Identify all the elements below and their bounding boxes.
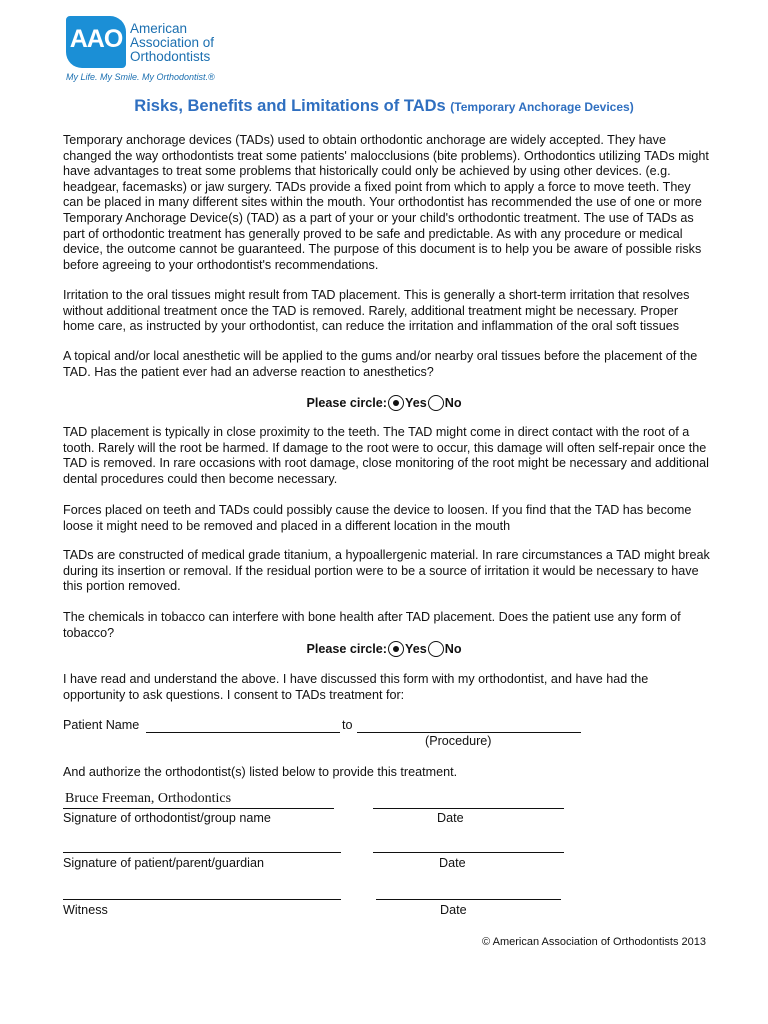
aao-logo — [66, 14, 226, 84]
to-label: to — [342, 718, 353, 732]
witness-label: Witness — [63, 903, 108, 917]
procedure-caption: (Procedure) — [425, 734, 492, 748]
orthodontist-signature-field[interactable] — [63, 808, 334, 809]
no-radio[interactable] — [428, 641, 444, 657]
date-label: Date — [439, 856, 466, 870]
witness-date-field[interactable] — [376, 899, 561, 900]
logo-name-line: Orthodontists — [130, 49, 211, 64]
tobacco-paragraph: The chemicals in tobacco can interfere with bone health after TAD placement. Does the patient use any form of tobacco? — [63, 610, 681, 640]
logo-name-line: American — [130, 21, 188, 36]
anesthetic-paragraph: A topical and/or local anesthetic will be applied to the gums and/or nearby oral tissues before the placement of the TAD. Has the patient ever had an adverse reaction to anesthetics? — [63, 349, 698, 379]
placement-paragraph: TAD placement is typically in close proximity to the teeth. The TAD might come in direct contact with the root of a tooth. Rarely will the root be harmed. If damage to the root were to occur, this damage will often self-repair once the TAD is removed. In rare occasions with root damage, close monitoring of the root might be necessary and additional dental procedures could then become necessary. — [63, 425, 709, 486]
tobacco-circle-row — [0, 641, 768, 657]
copyright-footer: © American Association of Orthodontists 2013 — [482, 936, 706, 948]
anesthetic-circle-row — [0, 395, 768, 411]
consent-paragraph: I have read and understand the above. I have discussed this form with my orthodontist, and have had the opportunity to ask questions. I consent to TADs treatment for: — [63, 672, 649, 702]
patient-signature-label: Signature of patient/parent/guardian — [63, 856, 264, 870]
intro-paragraph: Temporary anchorage devices (TADs) used to obtain orthodontic anchorage are widely accepted. They have changed the way orthodontists treat some patients' malocclusions (bite problems). Orthodontics utilizing TADs might have advantages to treat some problems that historically could only be achieved by using other devices. (e.g. headgear, facemasks) or jaw surgery. TADs provide a fixed point from which to apply a force to move teeth. They can be placed in many different sites within the mouth. Your orthodontist has recommended the use of one or more Temporary Anchorage Device(s) (TAD) as a part of your or your child's orthodontic treatment. The use of TADs as part of orthodontic treatment has generally proved to be safe and predictable. As with any procedure or medical device, the outcome cannot be guaranteed. The purpose of this document is to help you be aware of possible risks before agreeing to your orthodontist's recommendations. — [63, 133, 709, 272]
forces-paragraph: Forces placed on teeth and TADs could possibly cause the device to loosen. If you find that the TAD has become loose it might need to be removed and placed in a different location in the mouth — [63, 503, 692, 533]
orthodontist-date-field[interactable] — [373, 808, 564, 809]
no-radio[interactable] — [428, 395, 444, 411]
titanium-paragraph: TADs are constructed of medical grade titanium, a hypoallergenic material. In rare circumstances a TAD might break during its insertion or removal. If the residual portion were to be a source of irritation it would be necessary to have this portion removed. — [63, 548, 710, 594]
yes-radio[interactable] — [388, 641, 404, 657]
title-parenthetical: (Temporary Anchorage Devices) — [450, 100, 634, 114]
orthodontist-signature-label: Signature of orthodontist/group name — [63, 811, 271, 825]
witness-signature-field[interactable] — [63, 899, 341, 900]
procedure-field[interactable] — [357, 732, 581, 733]
logo-tagline: My Life. My Smile. My Orthodontist.® — [66, 72, 215, 82]
orthodontist-signature-value: Bruce Freeman, Orthodontics — [65, 791, 232, 806]
authorize-paragraph: And authorize the orthodontist(s) listed below to provide this treatment. — [63, 765, 458, 779]
document-title — [0, 97, 768, 116]
no-label: No — [444, 396, 462, 410]
title-main: Risks, Benefits and Limitations of TADs — [134, 97, 446, 115]
circle-prompt: Please circle: — [306, 642, 387, 656]
irritation-paragraph: Irritation to the oral tissues might result from TAD placement. This is generally a short-term irritation that resolves without additional treatment once the TAD is removed. Rarely, additional treatment might be necessary. Proper home care, as instructed by your orthodontist, can reduce the irritation and inflammation of the oral soft tissues — [63, 288, 690, 334]
yes-label: Yes — [405, 642, 427, 656]
patient-name-label: Patient Name — [63, 718, 140, 732]
aao-logo-mark-text: AAO — [69, 25, 123, 53]
date-label: Date — [437, 811, 464, 825]
logo-name-line: Association of — [130, 35, 215, 50]
yes-label: Yes — [405, 396, 427, 410]
date-label: Date — [440, 903, 467, 917]
patient-signature-field[interactable] — [63, 852, 341, 853]
yes-radio[interactable] — [388, 395, 404, 411]
aao-logo-name — [130, 22, 226, 64]
aao-logo-mark — [66, 16, 126, 68]
circle-prompt: Please circle: — [306, 396, 387, 410]
patient-name-field[interactable] — [146, 732, 340, 733]
no-label: No — [444, 642, 462, 656]
patient-date-field[interactable] — [373, 852, 564, 853]
